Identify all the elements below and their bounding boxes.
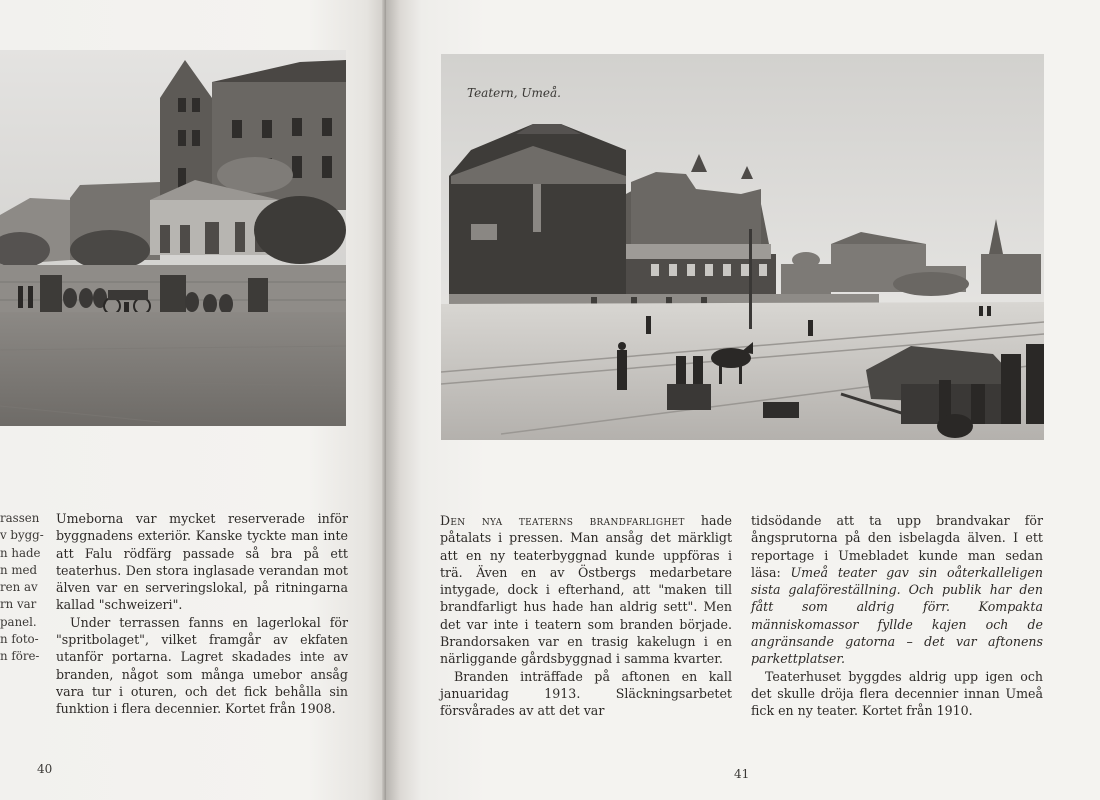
cut-line: n med [0, 562, 38, 577]
newspaper-quote: Umeå teater gav sin oåterkalleligen sista galaföreställning. Och publik har den fått som aldrig förr. Kompakta människomassor fyllde kajen och de angränsande gatorna – det var aftonens parkettplatser. [751, 564, 1043, 667]
paragraph: Teaterhuset byggdes aldrig upp igen och det skulle dröja flera decennier innan Umeå fick en ny teater. Kortet från 1910. [751, 668, 1043, 719]
photo-theatre-terrace-1908 [0, 50, 346, 426]
page-number-right: 41 [734, 767, 750, 781]
cut-line: ren av [0, 580, 38, 595]
left-page [0, 0, 386, 800]
photo-terrace-image [0, 50, 346, 426]
paragraph [751, 512, 1043, 668]
page-number-left: 40 [37, 762, 53, 776]
cut-line: panel. [0, 614, 37, 629]
paragraph: Under terrassen fanns en lagerlokal för "spritbolaget", vilket framgår av ekfaten utanför portarna. Lagret skadades inte av branden, något som många umebor ansåg vara tur i oturen, och det fick behålla sin funktion i flera decennier. Kortet från 1908. [56, 614, 348, 717]
paragraph-text: tidsödande att ta upp brandvakar för ångsprutorna på den isbelagda älven. I ett reportage i Umebladet kunde man sedan läsa: [751, 513, 1043, 580]
right-page-text-column-2 [751, 512, 1043, 720]
paragraph [440, 512, 732, 668]
cut-line: n fotо- [0, 632, 39, 647]
cut-off-text-column [0, 510, 44, 666]
cut-line: n före- [0, 649, 40, 664]
photo-theatre-image [441, 54, 1044, 440]
cut-line: v bygg- [0, 528, 44, 543]
cut-line: rn var [0, 597, 37, 612]
left-page-text-column [56, 510, 348, 718]
right-page-text-column-1 [440, 512, 732, 720]
cut-line: rassen [0, 511, 40, 525]
paragraph-text: hade påtalats i pressen. Man ansåg det märkligt att en ny teaterbyggnad kunde uppföras i trä. Även en av Östbergs medarbetare intygade, dock i efterhand, att "maken till brandfarligt hus hade han aldrig sett". Men det var inte i teatern som branden började. Brandorsaken var en trasig kakelugn i en närliggande gårdsbyggnad i samma kvarter. [440, 513, 732, 667]
photo-teatern-umea-1910 [441, 54, 1044, 440]
cut-line: n hade [0, 545, 41, 560]
section-heading: Den nya teaterns brandfarlighet [440, 513, 685, 528]
paragraph: Branden inträffade på aftonen en kall januaridag 1913. Släckningsarbetet försvårades av att det var [440, 668, 732, 719]
photo-caption: Teatern, Umeå. [467, 86, 561, 100]
paragraph: Umeborna var mycket reserverade inför byggnadens exteriör. Kanske tyckte man inte att Falu rödfärg passade så bra på ett teaterhus. Den stora inglasade verandan mot älven var en serveringslokal, på ritningarna kallad "schweizeri". [56, 511, 348, 613]
